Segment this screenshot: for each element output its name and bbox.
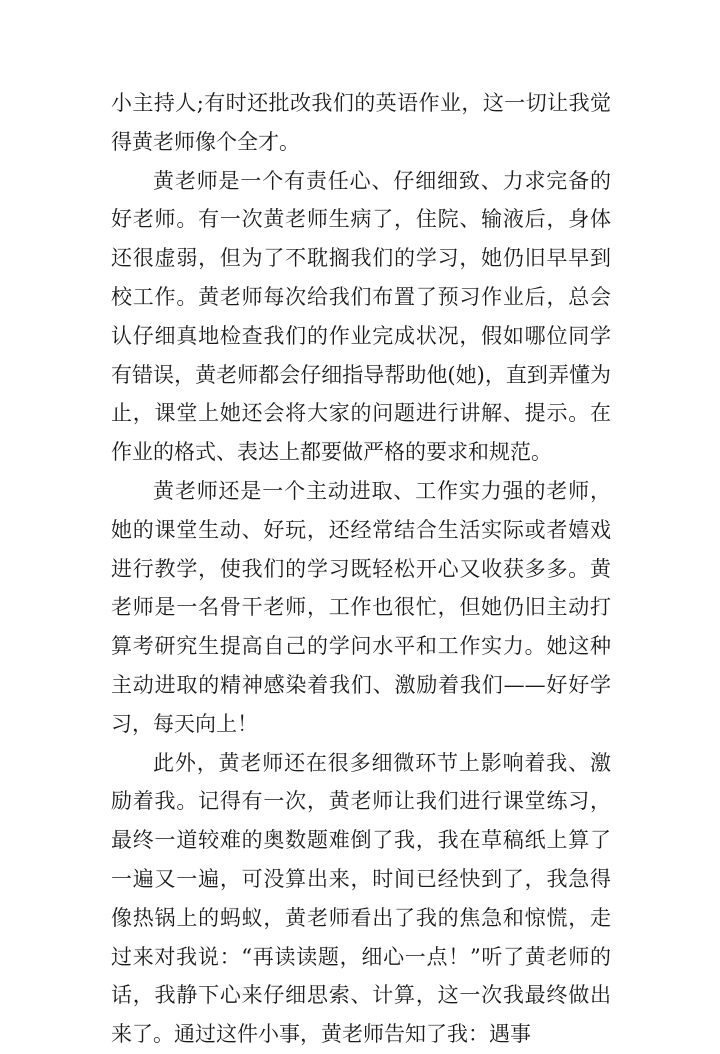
paragraph-3: 黄老师还是一个主动进取、工作实力强的老师，她的课堂生动、好玩，还经常结合生活实际或者嬉戏进行教学，使我们的学习既轻松开心又收获多多。黄老师是一名骨干老师，工作也很忙，但她仍旧主动打算考研究生提高自己的学问水平和工作实力。她这种主动进取的精神感染着我们、激励着我们——好好学习，每天向上！: [111, 478, 611, 736]
paragraph-1: 小主持人;有时还批改我们的英语作业，这一切让我觉得黄老师像个全才。: [111, 91, 611, 154]
document-page: [111, 84, 611, 1054]
paragraph-4: 此外，黄老师还在很多细微环节上影响着我、激励着我。记得有一次，黄老师让我们进行课堂练习，最终一道较难的奥数题难倒了我，我在草稿纸上算了一遍又一遍，可没算出来，时间已经快到了，我急得像热锅上的蚂蚁，黄老师看出了我的焦急和惊慌，走过来对我说：“再读读题，细心一点！”听了黄老师的话，我静下心来仔细思索、计算，这一次我最终做出来了。通过这件小事，黄老师告知了我：遇事: [111, 750, 611, 1047]
paragraph-2: 黄老师是一个有责任心、仔细细致、力求完备的好老师。有一次黄老师生病了，住院、输液后，身体还很虚弱，但为了不耽搁我们的学习，她仍旧早早到校工作。黄老师每次给我们布置了预习作业后，总会认仔细真地检查我们的作业完成状况，假如哪位同学有错误，黄老师都会仔细指导帮助他(她)，直到弄懂为止，课堂上她还会将大家的问题进行讲解、提示。在作业的格式、表达上都要做严格的要求和规范。: [111, 168, 611, 465]
